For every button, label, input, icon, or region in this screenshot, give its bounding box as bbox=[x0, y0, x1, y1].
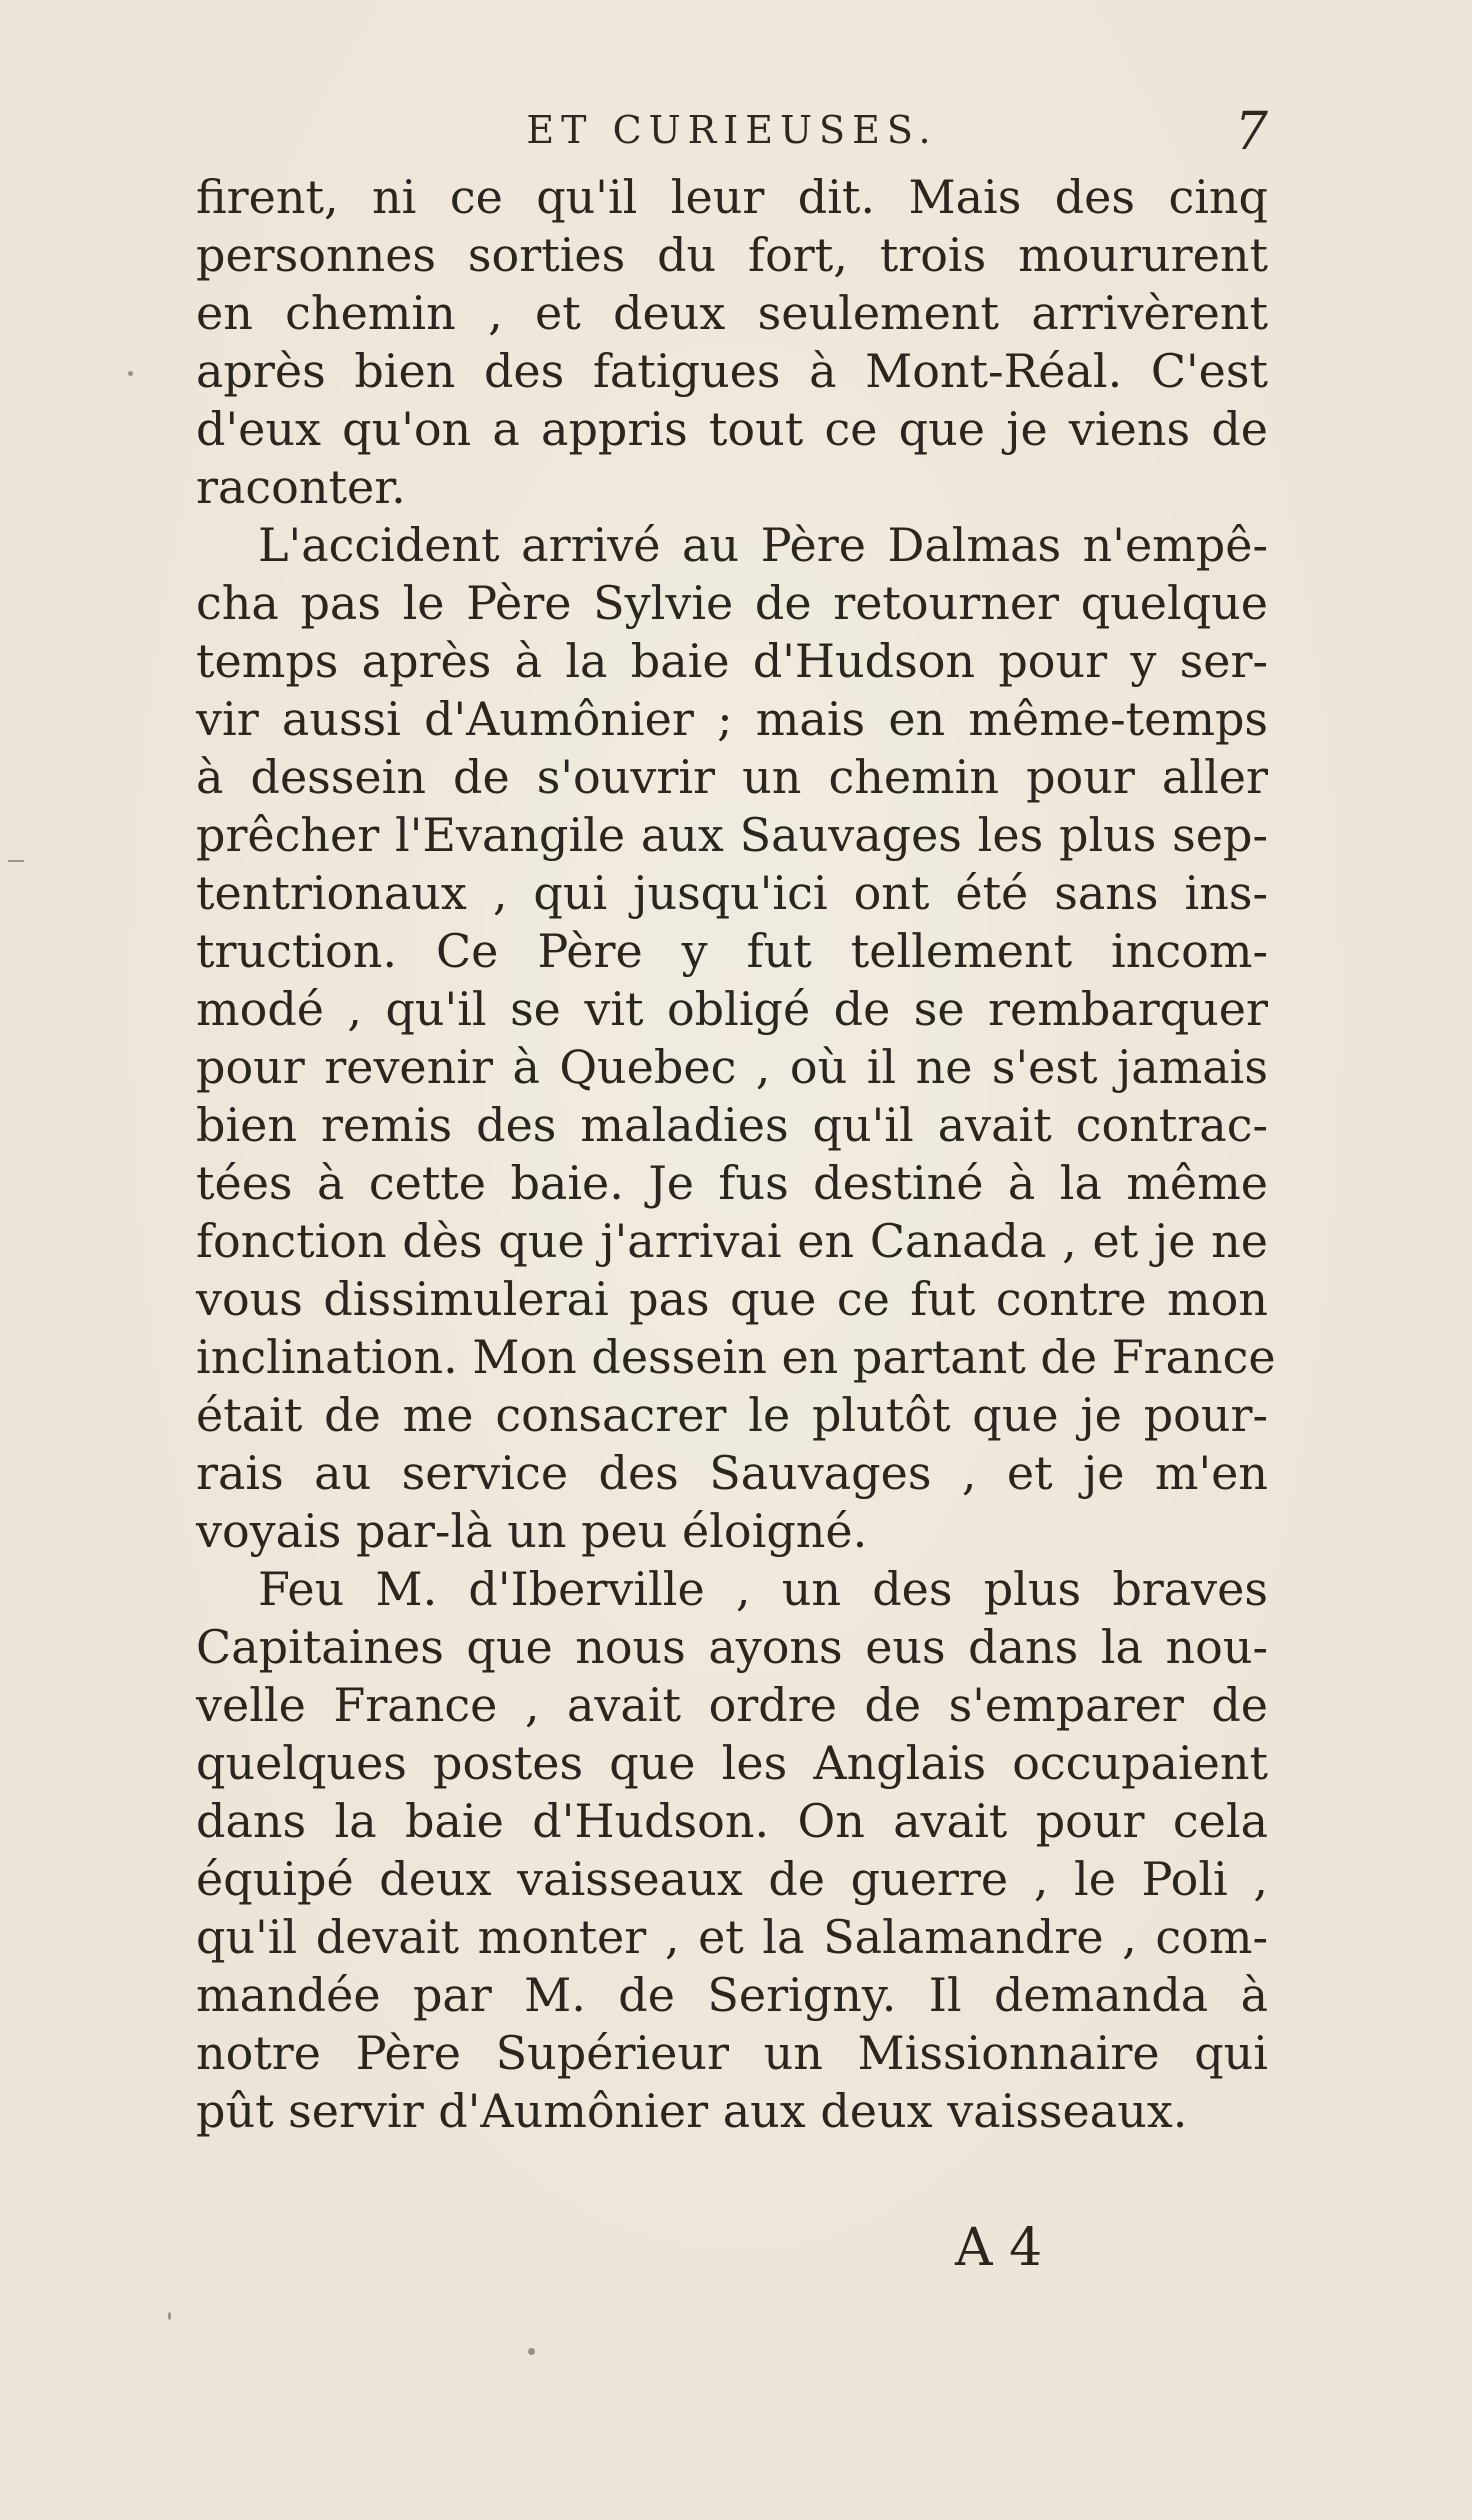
text-line: qu'il devait monter , et la Salamandre , com- bbox=[196, 1910, 1268, 1964]
text-line: dans la baie d'Hudson. On avait pour cela bbox=[196, 1794, 1268, 1848]
text-line: pût servir d'Aumônier aux deux vaisseaux. bbox=[196, 2084, 1188, 2138]
text-line: tées à cette baie. Je fus destiné à la même bbox=[196, 1156, 1268, 1210]
paragraph-3 bbox=[196, 1560, 1268, 2140]
text-line: personnes sorties du fort, trois moururent bbox=[196, 228, 1268, 282]
text-line: cha pas le Père Sylvie de retourner quelque bbox=[196, 576, 1268, 630]
text-line: raconter. bbox=[196, 460, 406, 514]
text-line: en chemin , et deux seulement arrivèrent bbox=[196, 286, 1268, 340]
text-line: après bien des fatigues à Mont-Réal. C'est bbox=[196, 344, 1268, 398]
text-line: vir aussi d'Aumônier ; mais en même-temps bbox=[196, 692, 1268, 746]
paper-speck bbox=[528, 2348, 535, 2355]
paper-speck bbox=[128, 371, 133, 376]
text-line: bien remis des maladies qu'il avait contrac- bbox=[196, 1098, 1268, 1152]
text-line: d'eux qu'on a appris tout ce que je viens de bbox=[196, 402, 1268, 456]
text-line: tentrionaux , qui jusqu'ici ont été sans ins- bbox=[196, 866, 1268, 920]
text-line: rais au service des Sauvages , et je m'en bbox=[196, 1446, 1268, 1500]
text-block bbox=[196, 168, 1276, 2140]
text-line: velle France , avait ordre de s'emparer de bbox=[196, 1678, 1268, 1732]
text-line: firent, ni ce qu'il leur dit. Mais des cinq bbox=[196, 170, 1268, 224]
text-line: inclination. Mon dessein en partant de France bbox=[196, 1330, 1276, 1384]
text-line: mandée par M. de Serigny. Il demanda à bbox=[196, 1968, 1268, 2022]
text-line: temps après à la baie d'Hudson pour y ser- bbox=[196, 634, 1268, 688]
text-line: vous dissimulerai pas que ce fut contre mon bbox=[196, 1272, 1268, 1326]
text-line: quelques postes que les Anglais occupaient bbox=[196, 1736, 1268, 1790]
text-line: voyais par-là un peu éloigné. bbox=[196, 1504, 868, 1558]
text-line: fonction dès que j'arrivai en Canada , et je ne bbox=[196, 1214, 1268, 1268]
text-line: truction. Ce Père y fut tellement incom- bbox=[196, 924, 1268, 978]
page-number: 7 bbox=[1234, 102, 1268, 162]
text-line: équipé deux vaisseaux de guerre , le Poli , bbox=[196, 1852, 1268, 1906]
text-line: notre Père Supérieur un Missionnaire qui bbox=[196, 2026, 1268, 2080]
text-line: modé , qu'il se vit obligé de se rembarquer bbox=[196, 982, 1268, 1036]
text-line: Feu M. d'Iberville , un des plus braves bbox=[258, 1562, 1268, 1616]
paper-speck bbox=[168, 2312, 171, 2320]
page-header bbox=[196, 102, 1268, 168]
paragraph-2 bbox=[196, 516, 1276, 1560]
text-line: à dessein de s'ouvrir un chemin pour aller bbox=[196, 750, 1268, 804]
text-line: pour revenir à Quebec , où il ne s'est jamais bbox=[196, 1040, 1268, 1094]
running-title: ET CURIEUSES. bbox=[526, 108, 938, 152]
text-line: prêcher l'Evangile aux Sauvages les plus sep- bbox=[196, 808, 1268, 862]
paragraph-1 bbox=[196, 168, 1268, 516]
text-line: était de me consacrer le plutôt que je pour- bbox=[196, 1388, 1268, 1442]
text-line: Capitaines que nous ayons eus dans la nou- bbox=[196, 1620, 1268, 1674]
signature-mark: A 4 bbox=[955, 2218, 1043, 2278]
paper-speck bbox=[8, 860, 24, 862]
text-line: L'accident arrivé au Père Dalmas n'empê- bbox=[258, 518, 1268, 572]
